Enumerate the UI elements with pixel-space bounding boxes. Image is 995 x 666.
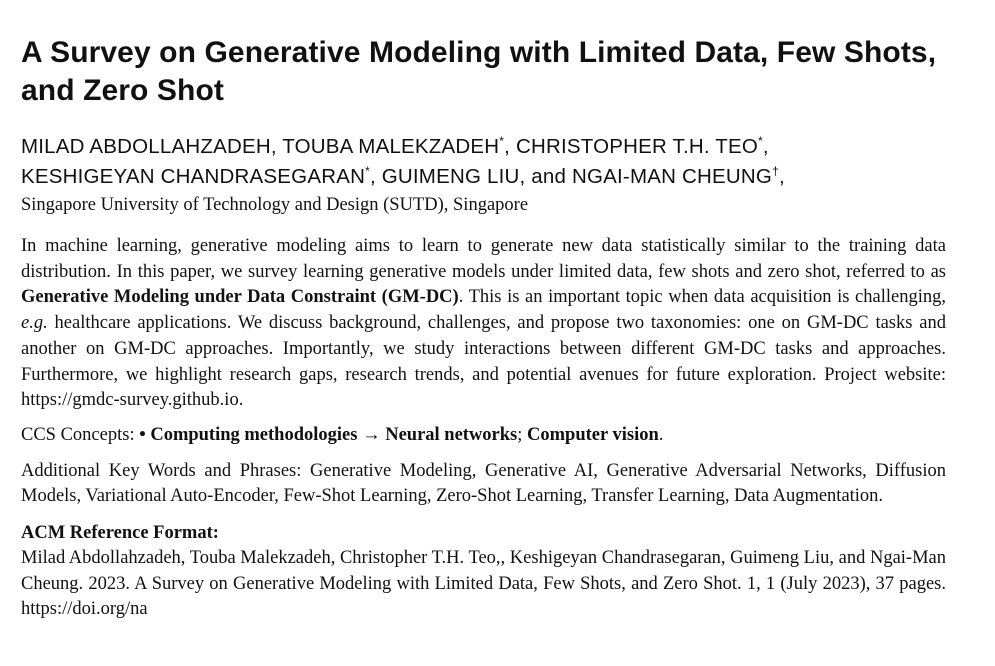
author-separator: , and — [519, 165, 573, 188]
author-name: MILAD ABDOLLAHZADEH — [21, 135, 271, 158]
ccs-bullet: • — [139, 424, 151, 445]
abstract-text: healthcare applications. We discuss background, challenges, and propose two taxonomies: one on GM-DC tasks and another on GM-DC approaches. Importantly, we study interactions between different GM-DC tasks and approaches. Furthermore, we highlight research gaps, research trends, and potential avenues for future exploration. Project website: https://gmdc-survey.github.io. — [21, 313, 946, 411]
author-name: TOUBA MALEKZADEH — [282, 135, 500, 158]
acm-reference-text: Milad Abdollahzadeh, Touba Malekzadeh, Christopher T.H. Teo,, Keshigeyan Chandrasegaran, Guimeng Liu, and Ngai-Man Cheung. 2023. A Survey on Generative Modeling with Limited Data, Few Shots, and Zero Shot. 1, 1 (July 2023), 37 pages. https://doi.org/na — [21, 548, 946, 620]
ccs-end: . — [658, 424, 664, 445]
acm-reference-heading: ACM Reference Format: — [21, 523, 219, 544]
ccs-concept: Computer vision — [527, 424, 659, 445]
author-name: NGAI-MAN CHEUNG — [572, 165, 773, 188]
author-separator: , — [369, 165, 382, 188]
abstract-bold-term: Generative Modeling under Data Constraint (GM-DC) — [21, 287, 459, 308]
author-separator: , — [270, 135, 283, 158]
abstract-italic-term: e.g. — [21, 313, 48, 334]
paper-title: A Survey on Generative Modeling with Limited Data, Few Shots, and Zero Shot — [21, 36, 937, 107]
author-mark: * — [365, 164, 370, 178]
keywords-text: Generative Modeling, Generative AI, Generative Adversarial Networks, Diffusion Models, Variational Auto-Encoder, Few-Shot Learning, Zero-Shot Learning, Transfer Learning, Data Augmentation. — [21, 460, 946, 507]
author-separator: , — [762, 135, 769, 158]
author-list — [21, 132, 946, 192]
abstract-text: . This is an important topic when data acquisition is challenging, — [458, 287, 946, 308]
paper-page — [21, 34, 946, 623]
author-mark: * — [758, 134, 763, 148]
author-mark: † — [772, 164, 779, 178]
author-mark: * — [499, 134, 505, 148]
affiliation: Singapore University of Technology and Design (SUTD), Singapore — [21, 195, 529, 215]
keywords-label: Additional Key Words and Phrases: — [21, 460, 311, 481]
author-separator: , — [504, 135, 516, 158]
author-name: CHRISTOPHER T.H. TEO — [515, 135, 759, 158]
ccs-concept: Computing methodologies — [150, 424, 358, 445]
ccs-arrow: → — [357, 424, 386, 445]
keywords — [21, 459, 946, 510]
author-separator: , — [778, 165, 785, 188]
author-name: KESHIGEYAN CHANDRASEGARAN — [21, 165, 366, 188]
author-name: GUIMENG LIU — [381, 165, 520, 188]
ccs-separator: ; — [517, 424, 528, 445]
ccs-label: CCS Concepts: — [21, 424, 140, 445]
ccs-concepts — [21, 423, 946, 449]
abstract-text: In machine learning, generative modeling aims to learn to generate new data statistically similar to the training data distribution. In this paper, we survey learning generative models under limited data, few shots and zero shot, referred to as — [21, 236, 946, 282]
ccs-concept: Neural networks — [385, 424, 518, 445]
abstract — [21, 234, 946, 414]
